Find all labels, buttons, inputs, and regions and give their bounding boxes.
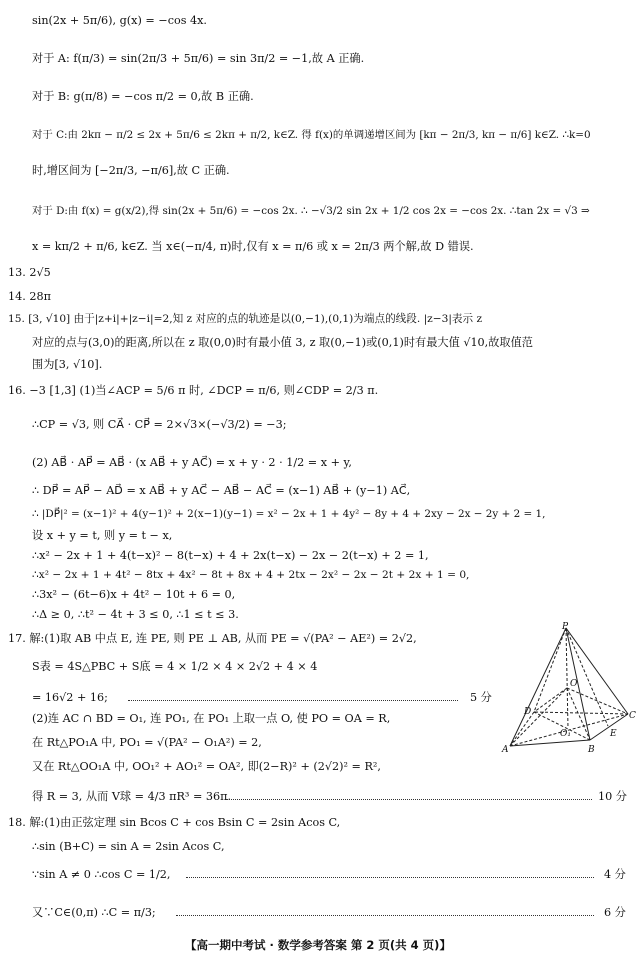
text-line: 围为[3, √10]. — [32, 358, 103, 371]
text-line: 对应的点与(3,0)的距离,所以在 z 取(0,0)时有最小值 3, z 取(0,−1)或(0,1)时有最大值 √10,故取值范 — [32, 336, 533, 349]
text-line: ∴sin (B+C) = sin A = 2sin Acos C, — [32, 840, 225, 853]
text-line: 设 x + y = t, 则 y = t − x, — [32, 529, 173, 542]
text-line: 时,增区间为 [−2π/3, −π/6],故 C 正确. — [32, 164, 230, 177]
dot-leader — [128, 700, 458, 701]
edge-cd — [534, 712, 628, 714]
label-e: E — [610, 729, 617, 739]
segment-oa — [510, 688, 567, 746]
label-b: B — [588, 745, 595, 754]
text-line: ∴x² − 2x + 1 + 4(t−x)² − 8(t−x) + 4 + 2x(t−x) − 2x − 2(t−x) + 2 = 1, — [32, 549, 429, 562]
text-line: 对于 C:由 2kπ − π/2 ≤ 2x + 5π/6 ≤ 2kπ + π/2, k∈Z. 得 f(x)的单调递增区间为 [kπ − 2π/3, kπ − π/6] k∈Z. ∴k=0 — [32, 129, 591, 141]
text-line: (2)连 AC ∩ BD = O₁, 连 PO₁, 在 PO₁ 上取一点 O, 使 PO = OA = R, — [32, 712, 391, 725]
dot-leader — [176, 915, 594, 916]
text-line: ∵sin A ≠ 0 ∴cos C = 1/2, — [32, 868, 171, 881]
text-line: ∴3x² − (6t−6)x + 4t² − 10t + 6 = 0, — [32, 588, 236, 601]
text-line: 得 R = 3, 从而 V球 = 4/3 πR³ = 36π. — [32, 790, 232, 803]
answer-15: 15. [3, √10] 由于|z+i|+|z−i|=2,知 z 对应的点的轨迹是以(0,−1),(0,1)为端点的线段. |z−3|表示 z — [8, 313, 483, 325]
text-line: S表 = 4S△PBC + S底 = 4 × 1/2 × 4 × 2√2 + 4 × 4 — [32, 660, 318, 673]
text-line: ∴ DP⃗ = AP⃗ − AD⃗ = x AB⃗ + y AC⃗ − AB⃗ − AC⃗ = (x−1) AB⃗ + (y−1) AC⃗, — [32, 484, 411, 497]
score: 5 分 — [470, 691, 492, 704]
text-line: (2) AB⃗ · AP⃗ = AB⃗ · (x AB⃗ + y AC⃗) = x + y · 2 · 1/2 = x + y, — [32, 456, 352, 469]
text-line: ∴CP = √3, 则 CA⃗ · CP⃗ = 2×√3×(−√3/2) = −3; — [32, 418, 287, 431]
text-line: x = kπ/2 + π/6, k∈Z. 当 x∈(−π/4, π)时,仅有 x = π/6 或 x = 2π/3 两个解,故 D 错误. — [32, 240, 474, 253]
text-line: ∴ |DP⃗|² = (x−1)² + 4(y−1)² + 2(x−1)(y−1) = x² − 2x + 1 + 4y² − 8y + 4 + 2xy − 2x − 2y + 2 = 1, — [32, 508, 546, 520]
dot-leader — [226, 799, 592, 800]
edge-pa — [510, 628, 566, 746]
answer-13: 13. 2√5 — [8, 266, 51, 279]
page-footer: 【高一期中考试 · 数学参考答案 第 2 页(共 4 页)】 — [185, 938, 451, 952]
text-line: 在 Rt△PO₁A 中, PO₁ = √(PA² − O₁A²) = 2, — [32, 736, 262, 749]
text-line: 又∵C∈(0,π) ∴C = π/3; — [32, 906, 156, 919]
answer-14: 14. 28π — [8, 290, 51, 303]
score: 4 分 — [604, 868, 626, 881]
answer-18: 18. 解:(1)由正弦定理 sin Bcos C + cos Bsin C = 2sin Acos C, — [8, 816, 341, 829]
text-line: 对于 A: f(π/3) = sin(2π/3 + 5π/6) = sin 3π/2 = −1,故 A 正确. — [32, 52, 365, 65]
text-line: ∴Δ ≥ 0, ∴t² − 4t + 3 ≤ 0, ∴1 ≤ t ≤ 3. — [32, 608, 239, 621]
label-a: A — [502, 745, 509, 754]
dot-leader — [186, 877, 594, 878]
text-line: 对于 D:由 f(x) = g(x/2),得 sin(2x + 5π/6) = −cos 2x. ∴ −√3/2 sin 2x + 1/2 cos 2x = −cos 2x. ∴tan 2x = √3 ⇒ — [32, 205, 590, 217]
answer-17: 17. 解:(1)取 AB 中点 E, 连 PE, 则 PE ⊥ AB, 从而 PE = √(PA² − AE²) = 2√2, — [8, 632, 417, 645]
text-line: 又在 Rt△OO₁A 中, OO₁² + AO₁² = OA², 即(2−R)² + (2√2)² = R², — [32, 760, 381, 773]
answer-16: 16. −3 [1,3] (1)当∠ACP = 5/6 π 时, ∠DCP = π/6, 则∠CDP = 2/3 π. — [8, 384, 379, 397]
label-o1: O₁ — [560, 729, 571, 739]
label-d: D — [524, 707, 532, 717]
edge-bc — [590, 714, 628, 740]
score: 6 分 — [604, 906, 626, 919]
score: 10 分 — [598, 790, 627, 803]
label-c: C — [629, 711, 636, 721]
edge-pd — [534, 628, 566, 712]
text-line: sin(2x + 5π/6), g(x) = −cos 4x. — [32, 14, 207, 27]
label-o: O — [570, 679, 578, 689]
label-p: P — [562, 622, 569, 632]
pyramid-figure — [500, 622, 636, 754]
text-line: ∴x² − 2x + 1 + 4t² − 8tx + 4x² − 8t + 8x + 4 + 2tx − 2x² − 2x − 2t + 2x + 1 = 0, — [32, 569, 470, 581]
text-line: = 16√2 + 16; — [32, 691, 108, 704]
text-line: 对于 B: g(π/8) = −cos π/2 = 0,故 B 正确. — [32, 90, 254, 103]
